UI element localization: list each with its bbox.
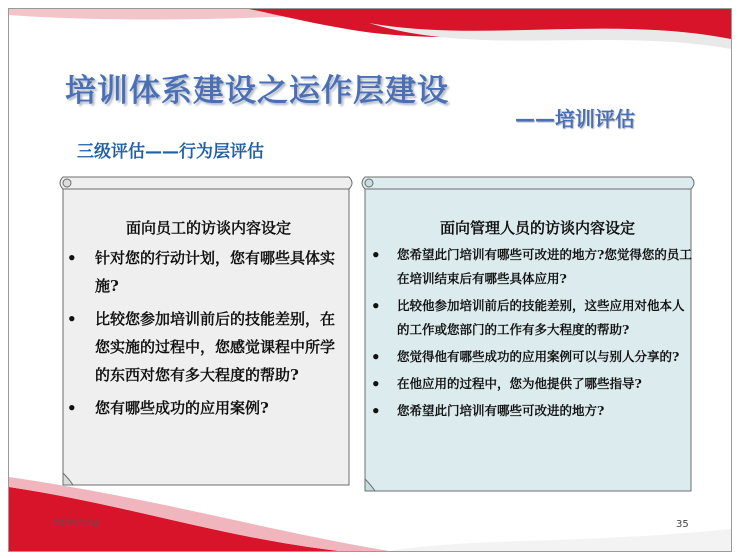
bullet-icon: •	[371, 402, 381, 420]
manager-interview-heading: 面向管理人员的访谈内容设定	[439, 219, 635, 237]
manager-interview-box	[371, 217, 692, 426]
bullet-icon: •	[371, 246, 381, 264]
list-item: • 比较您参加培训前后的技能差别，在您实施的过程中，您感觉课程中所学的东西对您有多大程度的帮助?	[95, 305, 340, 389]
list-item: • 您希望此门培训有哪些可改进的地方?	[397, 399, 692, 423]
list-item: • 比较他参加培训前后的技能差别，这些应用对他本人的工作或您部门的工作有多大程度的帮助?	[397, 294, 692, 342]
list-item: • 在他应用的过程中，您为他提供了哪些指导?	[397, 372, 692, 396]
bullet-icon: •	[67, 310, 77, 328]
section-title: 三级评估——行为层评估	[77, 142, 264, 162]
employee-interview-heading: 面向员工的访谈内容设定	[125, 219, 291, 237]
manager-interview-list	[371, 243, 692, 423]
bullet-icon: •	[371, 348, 381, 366]
footer-date: 2022/1/14	[53, 519, 100, 529]
employee-interview-box	[67, 217, 340, 427]
page-number: 35	[676, 519, 689, 530]
bullet-icon: •	[67, 249, 77, 267]
employee-interview-list	[67, 244, 340, 422]
slide-subtitle: ——培训评估	[515, 107, 635, 131]
bullet-icon: •	[371, 297, 381, 315]
list-item: • 您希望此门培训有哪些可改进的地方?您觉得您的员工在培训结束后有哪些具体应用?	[397, 243, 692, 291]
slide-title: 培训体系建设之运作层建设	[65, 73, 449, 109]
list-item: • 您有哪些成功的应用案例?	[95, 394, 340, 422]
bullet-icon: •	[67, 399, 77, 417]
list-item: • 针对您的行动计划，您有哪些具体实施?	[95, 244, 340, 300]
slide	[8, 8, 732, 552]
list-item: • 您觉得他有哪些成功的应用案例可以与别人分享的?	[397, 345, 692, 369]
bullet-icon: •	[371, 375, 381, 393]
